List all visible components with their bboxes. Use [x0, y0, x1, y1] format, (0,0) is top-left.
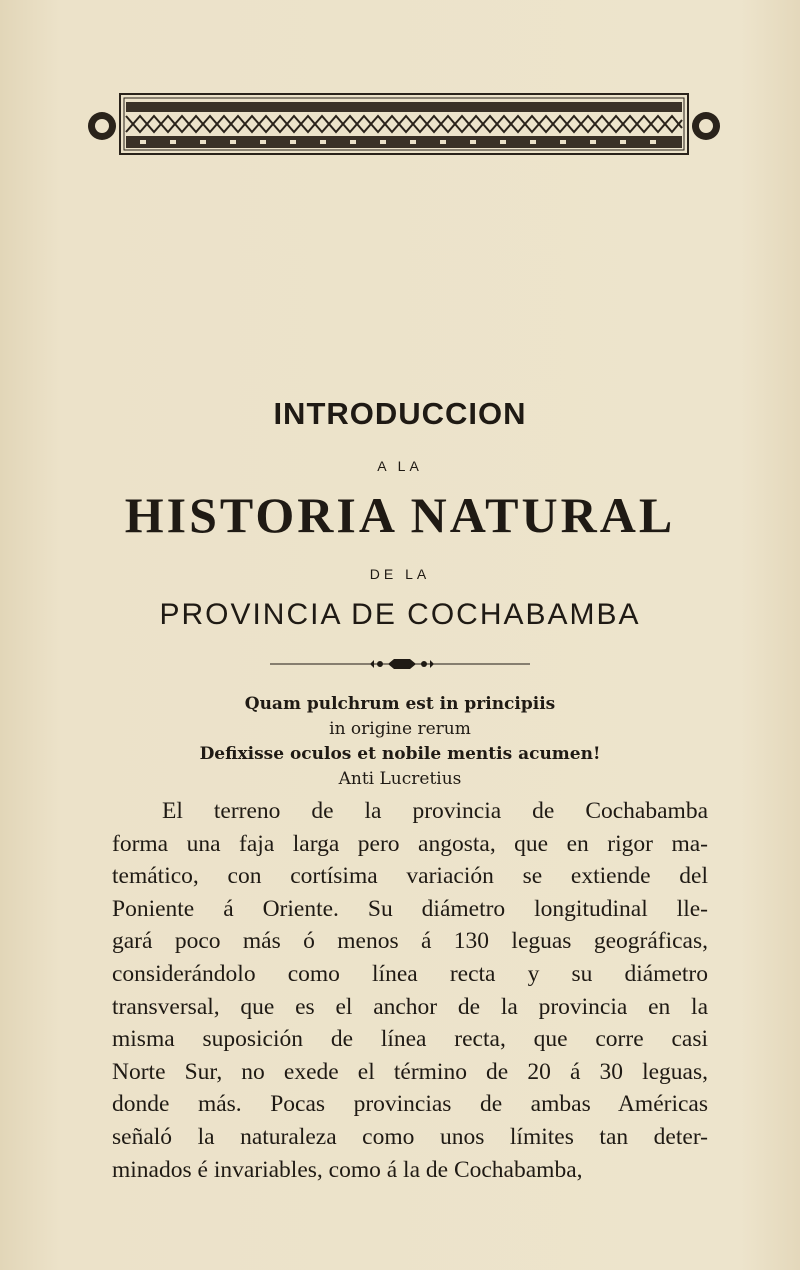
title-connector-de-la: DE LA [369, 566, 431, 582]
body-paragraph [112, 795, 708, 1186]
paragraph-line: temático, con cortísima variación se extiende del [112, 863, 708, 890]
title-connector-a-la: A LA [377, 458, 423, 474]
ornamental-rule-icon [270, 656, 530, 672]
province-title: PROVINCIA DE COCHABAMBA [159, 598, 641, 631]
paragraph-line: Poniente á Oriente. Su diámetro longitudinal lle- [112, 895, 708, 922]
paragraph-line: El terreno de la provincia de Cochabamba [162, 798, 708, 824]
section-title: INTRODUCCION [273, 396, 527, 431]
paragraph-line: gará poco más ó menos á 130 leguas geográficas, [112, 928, 708, 955]
paragraph-line: señaló la naturaleza como unos límites tan deter- [112, 1123, 708, 1150]
paragraph-line: forma una faja larga pero angosta, que en rigor ma- [112, 830, 708, 857]
paragraph-line: donde más. Pocas provincias de ambas Américas [112, 1091, 708, 1118]
epigraph-line: Quam pulchrum est in principiis [244, 694, 556, 714]
ornamental-header-band-icon [80, 86, 728, 158]
epigraph-line: in origine rerum [329, 719, 471, 739]
paragraph-line: minados é invariables, como á la de Cochabamba, [112, 1156, 583, 1183]
paragraph-line: considerándolo como línea recta y su diámetro [112, 960, 708, 987]
main-title: HISTORIA NATURAL [124, 487, 676, 543]
paragraph-line: misma suposición de línea recta, que corre casi [112, 1026, 708, 1053]
paragraph-line: Norte Sur, no exede el término de 20 á 30 leguas, [112, 1058, 708, 1085]
epigraph-attribution: Anti Lucretius [338, 769, 462, 789]
epigraph [0, 692, 800, 792]
epigraph-line: Defixisse oculos et nobile mentis acumen! [199, 744, 601, 764]
paragraph-line: transversal, que es el anchor de la provincia en la [112, 993, 708, 1020]
